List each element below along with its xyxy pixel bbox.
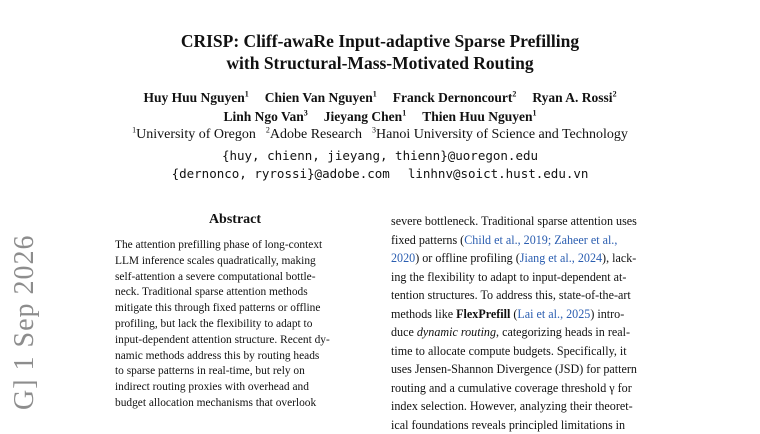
abstract-line: mitigate this through fixed patterns or offline (115, 301, 349, 317)
citation-link[interactable]: Lai et al., 2025 (517, 307, 590, 321)
affiliation: $^2$Adobe Research (266, 127, 362, 142)
author-name: Jieyang Chen$^1$ (324, 109, 406, 124)
intro-line: 2020) or offline profiling (Jiang et al., 2024), lack- (391, 249, 676, 268)
abstract-line: budget allocation mechanisms that overlook (115, 396, 349, 412)
title-line-1: CRISP: Cliff-awaRe Input-adaptive Sparse Prefilling (0, 30, 760, 52)
citation-link[interactable]: Child et al., 2019; Zaheer et al., (464, 233, 617, 247)
affiliation: $^1$University of Oregon (132, 127, 256, 142)
abstract-body (115, 238, 349, 412)
emphasis: dynamic routing (417, 325, 496, 339)
email-block (0, 147, 760, 183)
intro-column (391, 212, 676, 434)
intro-line: index selection. However, analyzing their theoret- (391, 397, 676, 416)
author-name: Chien Van Nguyen$^1$ (265, 90, 377, 105)
arxiv-stamp: G] 1 Sep 2026 (10, 234, 40, 410)
email-adobe: {dernonco, ryrossi}@adobe.com (172, 166, 390, 181)
citation-link[interactable]: Jiang et al., 2024 (520, 251, 602, 265)
email-line-1: {huy, chienn, jieyang, thienn}@uoregon.edu (0, 147, 760, 165)
email-line-2 (0, 165, 760, 183)
abstract-line: neck. Traditional sparse attention methods (115, 285, 349, 301)
author-name: Huy Huu Nguyen$^1$ (143, 90, 248, 105)
intro-line: time to allocate compute budgets. Specifically, it (391, 342, 676, 361)
intro-line: severe bottleneck. Traditional sparse attention uses (391, 212, 676, 231)
email-hust: linhnv@soict.hust.edu.vn (408, 166, 589, 181)
title-line-2: with Structural-Mass-Motivated Routing (0, 52, 760, 74)
author-row-2 (0, 107, 760, 126)
intro-line: ical foundations reveals principled limitations in (391, 416, 676, 434)
abstract-line: LLM inference scales quadratically, making (115, 254, 349, 270)
intro-line: routing and a cumulative coverage threshold γ for (391, 379, 676, 398)
abstract-line: indirect routing proxies with overhead and (115, 380, 349, 396)
intro-line: ing the flexibility to adapt to input-dependent at- (391, 268, 676, 287)
author-row-1 (0, 88, 760, 107)
intro-line: uses Jensen-Shannon Divergence (JSD) for pattern (391, 360, 676, 379)
abstract-heading: Abstract (120, 212, 350, 228)
author-name: Thien Huu Nguyen$^1$ (422, 109, 536, 124)
intro-line: methods like FlexPrefill (Lai et al., 2025) intro- (391, 305, 676, 324)
intro-line: duce dynamic routing, categorizing heads in real- (391, 323, 676, 342)
intro-line: tention structures. To address this, state-of-the-art (391, 286, 676, 305)
affiliation: $^3$Hanoi University of Science and Technology (372, 127, 628, 142)
intro-line: fixed patterns (Child et al., 2019; Zaheer et al., (391, 231, 676, 250)
author-name: Linh Ngo Van$^3$ (224, 109, 308, 124)
abstract-line: profiling, but lack the flexibility to adapt to (115, 317, 349, 333)
author-name: Ryan A. Rossi$^2$ (532, 90, 616, 105)
affiliations (0, 126, 760, 144)
abstract-line: The attention prefilling phase of long-context (115, 238, 349, 254)
abstract-line: to sparse patterns in real-time, but rely on (115, 364, 349, 380)
paper-title (0, 30, 760, 74)
abstract-line: self-attention a severe computational bottle- (115, 270, 349, 286)
abstract-line: namic methods address this by routing heads (115, 349, 349, 365)
author-name: Franck Dernoncourt$^2$ (393, 90, 517, 105)
author-list (0, 88, 760, 126)
abstract-line: input-dependent attention structure. Recent dy- (115, 333, 349, 349)
citation-link[interactable]: 2020 (391, 251, 415, 265)
method-name: FlexPrefill (456, 307, 510, 321)
